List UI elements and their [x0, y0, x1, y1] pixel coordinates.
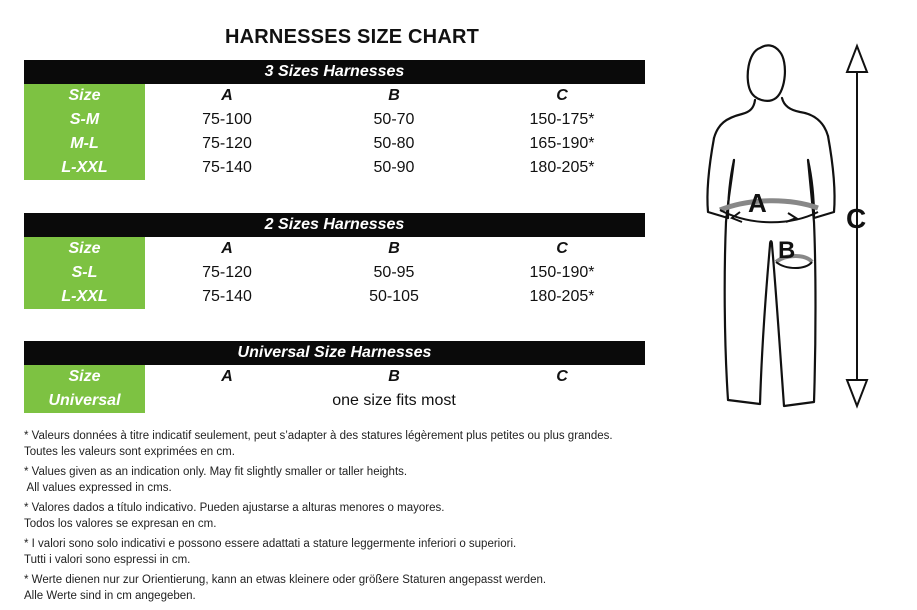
- value-a: 75-120: [202, 135, 252, 152]
- value-b: 50-70: [373, 111, 415, 128]
- table-2-sizes: [24, 213, 645, 309]
- value-c: 150-175*: [529, 111, 595, 128]
- table-row: [24, 132, 645, 156]
- table-header-row: [24, 237, 645, 261]
- table-row: [24, 108, 645, 132]
- note-it: [24, 536, 684, 568]
- size-label: Universal: [24, 389, 145, 413]
- value-a: 75-120: [202, 264, 252, 281]
- note-fr: [24, 428, 684, 460]
- table-row: [24, 261, 645, 285]
- size-header: Size: [24, 237, 145, 261]
- label-c: C: [846, 203, 867, 234]
- section-heading: Universal Size Harnesses: [24, 341, 645, 365]
- note-line: Toutes les valeurs sont exprimées en cm.: [24, 446, 235, 458]
- note-line: Todos los valores se expresan en cm.: [24, 518, 217, 530]
- size-label: L-XXL: [24, 285, 145, 309]
- footnotes: [24, 428, 684, 608]
- value-a: 75-140: [202, 288, 252, 305]
- label-a: A: [748, 188, 767, 218]
- measurement-figure: [690, 40, 900, 420]
- size-header: Size: [24, 84, 145, 108]
- note-en: [24, 464, 684, 496]
- section-heading: 2 Sizes Harnesses: [24, 213, 645, 237]
- column-header-c: C: [556, 368, 568, 385]
- size-label: S-L: [24, 261, 145, 285]
- column-header-c: C: [556, 240, 568, 257]
- universal-value: one size fits most: [332, 392, 456, 409]
- label-b: B: [778, 237, 796, 264]
- note-de: [24, 572, 684, 604]
- table-row: [24, 285, 645, 309]
- value-a: 75-140: [202, 159, 252, 176]
- note-line: All values expressed in cms.: [24, 482, 172, 494]
- table-3-sizes: [24, 60, 645, 180]
- page-title: HARNESSES SIZE CHART: [225, 26, 480, 48]
- column-header-a: A: [221, 240, 233, 257]
- table-row: [24, 389, 645, 413]
- note-es: [24, 500, 684, 532]
- size-label: L-XXL: [24, 156, 145, 180]
- column-header-b: B: [388, 240, 400, 257]
- table-header-row: [24, 84, 645, 108]
- note-line: * Valeurs données à titre indicatif seulement, peut s’adapter à des statures légèrement plus petites ou plus grandes.: [24, 430, 613, 442]
- value-b: 50-80: [373, 135, 415, 152]
- column-header-b: B: [388, 87, 400, 104]
- column-header-c: C: [556, 87, 568, 104]
- note-line: * Werte dienen nur zur Orientierung, kann an etwas kleinere oder größere Staturen angepasst werden.: [24, 574, 547, 586]
- table-row: [24, 156, 645, 180]
- note-line: Tutti i valori sono espressi in cm.: [24, 554, 191, 566]
- value-b: 50-90: [373, 159, 415, 176]
- value-c: 150-190*: [529, 264, 595, 281]
- value-c: 165-190*: [529, 135, 595, 152]
- column-header-a: A: [221, 87, 233, 104]
- note-line: Alle Werte sind in cm angegeben.: [24, 590, 196, 602]
- size-label: M-L: [24, 132, 145, 156]
- value-b: 50-95: [373, 264, 415, 281]
- value-b: 50-105: [369, 288, 419, 305]
- note-line: * Values given as an indication only. May fit slightly smaller or taller heights.: [24, 466, 408, 478]
- table-universal: [24, 341, 645, 413]
- note-line: * I valori sono solo indicativi e possono essere adattati a stature leggermente inferiori o superiori.: [24, 538, 517, 550]
- column-header-a: A: [221, 368, 233, 385]
- size-header: Size: [24, 365, 145, 389]
- note-line: * Valores dados a título indicativo. Pueden ajustarse a alturas menores o mayores.: [24, 502, 445, 514]
- size-label: S-M: [24, 108, 145, 132]
- table-header-row: [24, 365, 645, 389]
- human-silhouette-icon: [690, 40, 900, 420]
- column-header-b: B: [388, 368, 400, 385]
- value-c: 180-205*: [529, 288, 595, 305]
- value-a: 75-100: [202, 111, 252, 128]
- value-c: 180-205*: [529, 159, 595, 176]
- section-heading: 3 Sizes Harnesses: [24, 60, 645, 84]
